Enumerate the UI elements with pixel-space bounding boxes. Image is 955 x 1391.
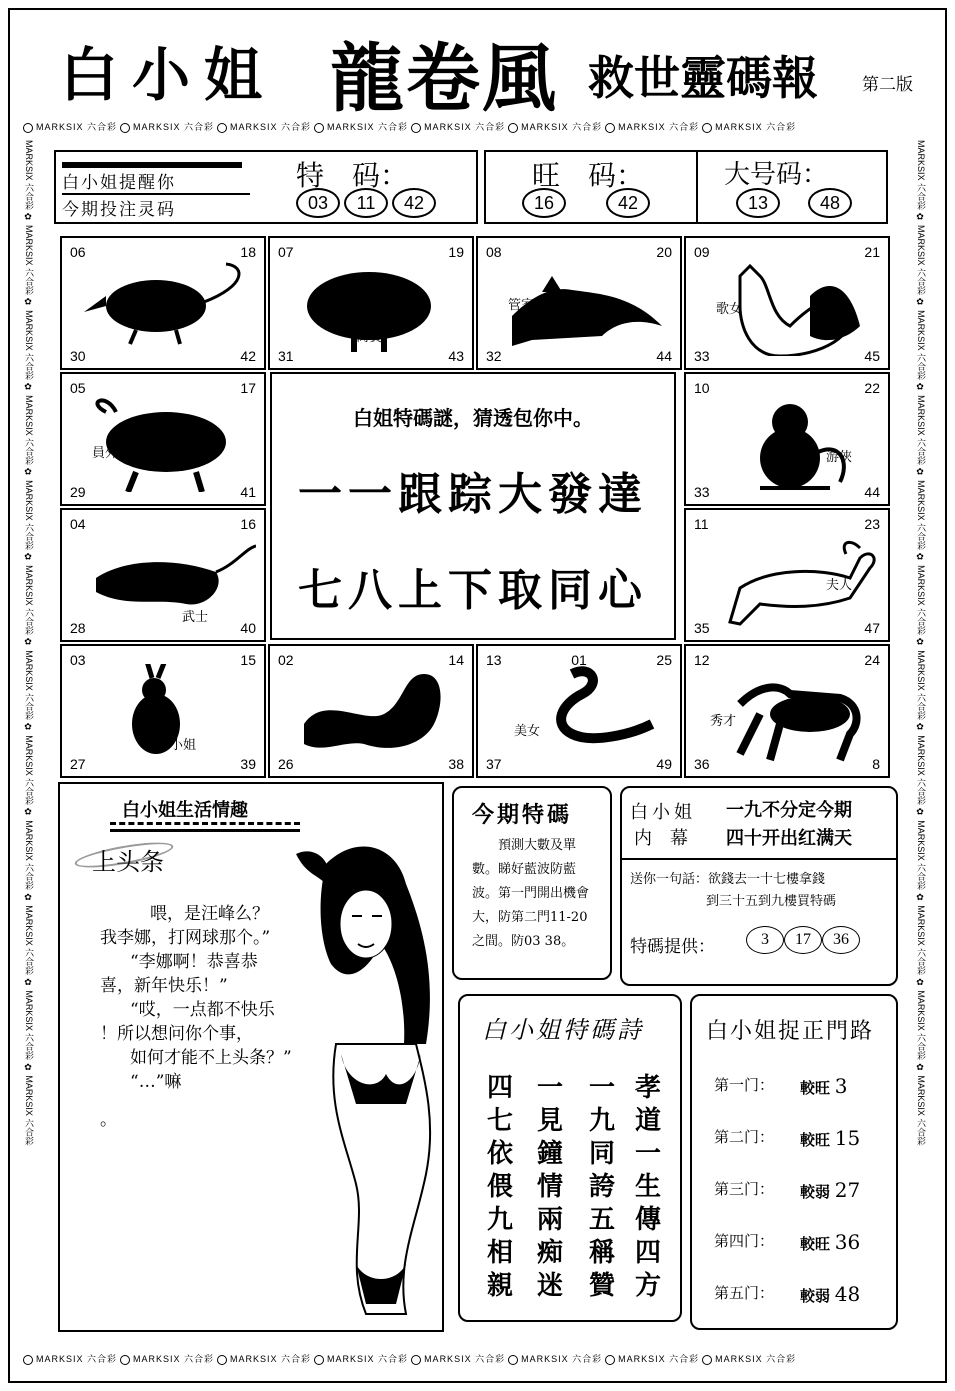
special-code-number: 11 bbox=[344, 188, 388, 218]
special-code-numbers bbox=[296, 188, 440, 218]
zodiac-role-label: 員外 bbox=[92, 445, 119, 460]
big-code-numbers bbox=[736, 188, 856, 218]
big-code-number: 48 bbox=[808, 188, 852, 218]
zodiac-number: 18 bbox=[240, 244, 256, 260]
zodiac-number: 02 bbox=[278, 652, 294, 668]
story-line: ！所以想问你个事， bbox=[100, 1024, 253, 1044]
poem-column: 一 九 同 誇 五 稱 贊 bbox=[588, 1073, 615, 1301]
story-line: 如何才能不上头条？” bbox=[130, 1048, 292, 1068]
life-headline: 上头条 bbox=[92, 848, 164, 876]
zodiac-number: 03 bbox=[70, 652, 86, 668]
center-riddle bbox=[270, 372, 676, 640]
inside-saying2: 到三十五到九樓買特碼 bbox=[706, 894, 837, 909]
zodiac-number: 39 bbox=[240, 756, 256, 772]
watermark-text: MARKSIX 六合彩 bbox=[36, 122, 118, 132]
zodiac-number: 38 bbox=[448, 756, 464, 772]
zodiac-number: 49 bbox=[656, 756, 672, 772]
zodiac-number: 09 bbox=[694, 244, 710, 260]
zodiac-cell bbox=[268, 644, 474, 778]
inside-panel bbox=[620, 786, 898, 986]
zodiac-number: 27 bbox=[70, 756, 86, 772]
big-code-label: 大号码： bbox=[724, 160, 829, 190]
provide-numbers bbox=[746, 926, 860, 954]
poem-title: 白小姐特碼詩 bbox=[482, 1016, 644, 1044]
zodiac-number: 44 bbox=[656, 348, 672, 364]
story-line: “哎，一点都不快乐 bbox=[130, 1000, 275, 1020]
zodiac-number: 35 bbox=[694, 620, 710, 636]
life-title-underline bbox=[110, 822, 300, 832]
zodiac-role-label: 夫人 bbox=[826, 577, 853, 592]
dragon-icon bbox=[284, 664, 464, 764]
this-issue-text: 預測大數及單數。睇好藍波防藍波。第一門開出機會大，防第二門11-20之間。防03 38。 bbox=[472, 838, 590, 949]
poem-column: 四 七 依 偎 九 相 親 bbox=[486, 1073, 513, 1301]
zodiac-number: 12 bbox=[694, 652, 710, 668]
inside-line1: 一九不分定今期 bbox=[726, 800, 852, 821]
zodiac-number: 11 bbox=[694, 516, 709, 532]
reminder-line2: 今期投注灵码 bbox=[62, 193, 250, 220]
reminder-line1: 白小姐提醒你 bbox=[62, 173, 176, 193]
lucky-code-numbers bbox=[522, 188, 654, 218]
zodiac-role-label: 游俠 bbox=[826, 449, 853, 464]
zodiac-role-label: 秀才 bbox=[710, 713, 737, 728]
zodiac-number: 07 bbox=[278, 244, 294, 260]
special-code-number: 03 bbox=[296, 188, 340, 218]
life-section bbox=[58, 782, 444, 1332]
watermark-strip-bottom: MARKSIX 六合彩 MARKSIX 六合彩 MARKSIX 六合彩 MARKSIX 六合彩 MARKSIX 六合彩 MARKSIX 六合彩 MARKSIX 六合彩 MARKSIX 六合彩 bbox=[20, 1352, 935, 1366]
zodiac-cell bbox=[60, 372, 266, 506]
zodiac-number: 44 bbox=[864, 484, 880, 500]
door-row: 第二门： 較旺 15 bbox=[714, 1126, 861, 1150]
zodiac-number: 36 bbox=[694, 756, 710, 772]
story-line: 。 bbox=[100, 1110, 117, 1130]
snake-icon bbox=[492, 664, 672, 764]
zodiac-cell bbox=[60, 508, 266, 642]
door-row: 第五门： 較弱 48 bbox=[714, 1282, 861, 1306]
zodiac-number: 22 bbox=[864, 380, 880, 396]
zodiac-role-label: 管家 bbox=[508, 297, 535, 312]
zodiac-number: 42 bbox=[240, 348, 256, 364]
zodiac-cell bbox=[476, 236, 682, 370]
zodiac-cell bbox=[268, 236, 474, 370]
story-line: “…”嘛 bbox=[130, 1072, 182, 1092]
zodiac-number: 41 bbox=[240, 484, 256, 500]
zodiac-number: 05 bbox=[70, 380, 86, 396]
main-title: 龍卷風 bbox=[330, 36, 558, 122]
special-code-label: 特 码： bbox=[296, 159, 409, 192]
life-title: 白小姐生活情趣 bbox=[122, 800, 248, 821]
zodiac-number: 17 bbox=[240, 380, 256, 396]
lucky-code-panel bbox=[484, 150, 888, 224]
edition-label: 第二版 bbox=[862, 75, 913, 95]
zodiac-role-label: 小姐 bbox=[170, 737, 197, 752]
watermark-strip-left: MARKSIX 六合彩 ✿ MARKSIX 六合彩 ✿ MARKSIX 六合彩 ✿ MARKSIX 六合彩 ✿ MARKSIX 六合彩 ✿ MARKSIX 六合彩 ✿ MARKSIX 六合彩 ✿ MARKSIX 六合彩 ✿ MARKSIX 六合彩 ✿ MARKSIX 六合彩 ✿ MARKSIX 六合彩 ✿ MARKSIX 六合彩 bbox=[24, 140, 34, 1146]
zodiac-number: 14 bbox=[448, 652, 464, 668]
zodiac-number: 16 bbox=[240, 516, 256, 532]
zodiac-cell bbox=[60, 236, 266, 370]
zodiac-number: 26 bbox=[278, 756, 294, 772]
provide-label: 特碼提供： bbox=[630, 937, 715, 957]
zodiac-number: 25 bbox=[656, 652, 672, 668]
zodiac-role-label: 商賈 bbox=[356, 329, 383, 344]
woman-photo bbox=[286, 844, 446, 1332]
lucky-code-label: 旺 码： bbox=[532, 159, 645, 192]
door-row: 第四门： 較旺 36 bbox=[714, 1230, 861, 1254]
zodiac-number: 06 bbox=[70, 244, 86, 260]
zodiac-number: 01 bbox=[571, 652, 587, 668]
poem-column: 孝 道 一 生 傳 四 方 bbox=[634, 1073, 661, 1301]
riddle-line2: 七八上下取同心 bbox=[298, 565, 648, 616]
inside-line2: 四十开出红满天 bbox=[726, 828, 852, 849]
zodiac-number: 19 bbox=[448, 244, 464, 260]
door-row: 第一门： 較旺 3 bbox=[714, 1074, 848, 1098]
zodiac-cell bbox=[476, 644, 682, 778]
watermark-strip-right: MARKSIX 六合彩 ✿ MARKSIX 六合彩 ✿ MARKSIX 六合彩 ✿ MARKSIX 六合彩 ✿ MARKSIX 六合彩 ✿ MARKSIX 六合彩 ✿ MARKSIX 六合彩 ✿ MARKSIX 六合彩 ✿ MARKSIX 六合彩 ✿ MARKSIX 六合彩 ✿ MARKSIX 六合彩 ✿ MARKSIX 六合彩 bbox=[916, 140, 926, 1146]
zodiac-cell bbox=[684, 644, 890, 778]
zodiac-number: 32 bbox=[486, 348, 502, 364]
zodiac-cell bbox=[684, 236, 890, 370]
zodiac-role-label: 武士 bbox=[182, 609, 209, 624]
subtitle: 救世靈碼報 bbox=[588, 51, 818, 105]
lucky-code-number: 42 bbox=[606, 188, 650, 218]
zodiac-number: 13 bbox=[486, 652, 502, 668]
tiger-icon bbox=[76, 528, 256, 628]
doors-panel bbox=[690, 994, 898, 1330]
zodiac-cell bbox=[684, 508, 890, 642]
reminder-box bbox=[62, 162, 250, 220]
doors-title: 白小姐捉正門路 bbox=[706, 1019, 875, 1044]
riddle-line1: 一一跟踪大發達 bbox=[298, 469, 648, 520]
poem-panel bbox=[458, 994, 682, 1322]
zodiac-role-label: 歌女 bbox=[716, 301, 743, 316]
zodiac-number: 08 bbox=[486, 244, 502, 260]
story-line: 我李娜，打网球那个。” bbox=[100, 928, 271, 948]
zodiac-number: 31 bbox=[278, 348, 294, 364]
inside-label-b: 内 幕 bbox=[634, 828, 688, 849]
goat-icon bbox=[700, 528, 880, 628]
zodiac-number: 04 bbox=[70, 516, 86, 532]
special-code-number: 42 bbox=[392, 188, 436, 218]
zodiac-number: 28 bbox=[70, 620, 86, 636]
zodiac-number: 47 bbox=[864, 620, 880, 636]
zodiac-number: 29 bbox=[70, 484, 86, 500]
monkey-icon bbox=[700, 392, 880, 492]
inside-saying: 送你一句話：欲錢去一十七樓拿錢 bbox=[630, 872, 826, 887]
zodiac-number: 8 bbox=[872, 756, 880, 772]
provide-number: 36 bbox=[822, 926, 860, 954]
watermark-strip-top: MARKSIX 六合彩 MARKSIX 六合彩 MARKSIX 六合彩 MARKSIX 六合彩 MARKSIX 六合彩 MARKSIX 六合彩 MARKSIX 六合彩 MARKSIX 六合彩 bbox=[20, 120, 935, 134]
zodiac-number: 20 bbox=[656, 244, 672, 260]
poem-column: 一 見 鐘 情 兩 痴 迷 bbox=[536, 1073, 563, 1301]
zodiac-number: 37 bbox=[486, 756, 502, 772]
zodiac-number: 30 bbox=[70, 348, 86, 364]
inside-label-a: 白小姐 bbox=[630, 802, 696, 823]
zodiac-number: 43 bbox=[448, 348, 464, 364]
this-issue-panel bbox=[452, 786, 612, 980]
zodiac-role-label: 美女 bbox=[514, 723, 541, 738]
zodiac-cell bbox=[60, 644, 266, 778]
zodiac-cell bbox=[684, 372, 890, 506]
zodiac-number: 23 bbox=[864, 516, 880, 532]
zodiac-number: 24 bbox=[864, 652, 880, 668]
this-issue-title: 今期特碼 bbox=[472, 802, 573, 828]
zodiac-number: 15 bbox=[240, 652, 256, 668]
provide-number: 3 bbox=[746, 926, 784, 954]
big-code-number: 13 bbox=[736, 188, 780, 218]
lucky-code-number: 16 bbox=[522, 188, 566, 218]
rabbit-icon bbox=[76, 664, 256, 764]
brand-title: 白小姐 bbox=[60, 41, 277, 109]
door-row: 第三门： 較弱 27 bbox=[714, 1178, 861, 1202]
zodiac-number: 21 bbox=[864, 244, 880, 260]
story-line: 喂，是汪峰么？ bbox=[150, 904, 269, 924]
zodiac-number: 45 bbox=[864, 348, 880, 364]
zodiac-number: 33 bbox=[694, 348, 710, 364]
riddle-intro: 白姐特碼謎，猜透包你中。 bbox=[353, 406, 593, 430]
zodiac-number: 33 bbox=[694, 484, 710, 500]
story-line: “李娜啊！恭喜恭 bbox=[130, 952, 258, 972]
rat-icon bbox=[76, 256, 256, 356]
provide-number: 17 bbox=[784, 926, 822, 954]
special-code-panel bbox=[54, 150, 478, 224]
zodiac-number: 40 bbox=[240, 620, 256, 636]
story-line: 喜，新年快乐！” bbox=[100, 976, 228, 996]
zodiac-number: 10 bbox=[694, 380, 710, 396]
